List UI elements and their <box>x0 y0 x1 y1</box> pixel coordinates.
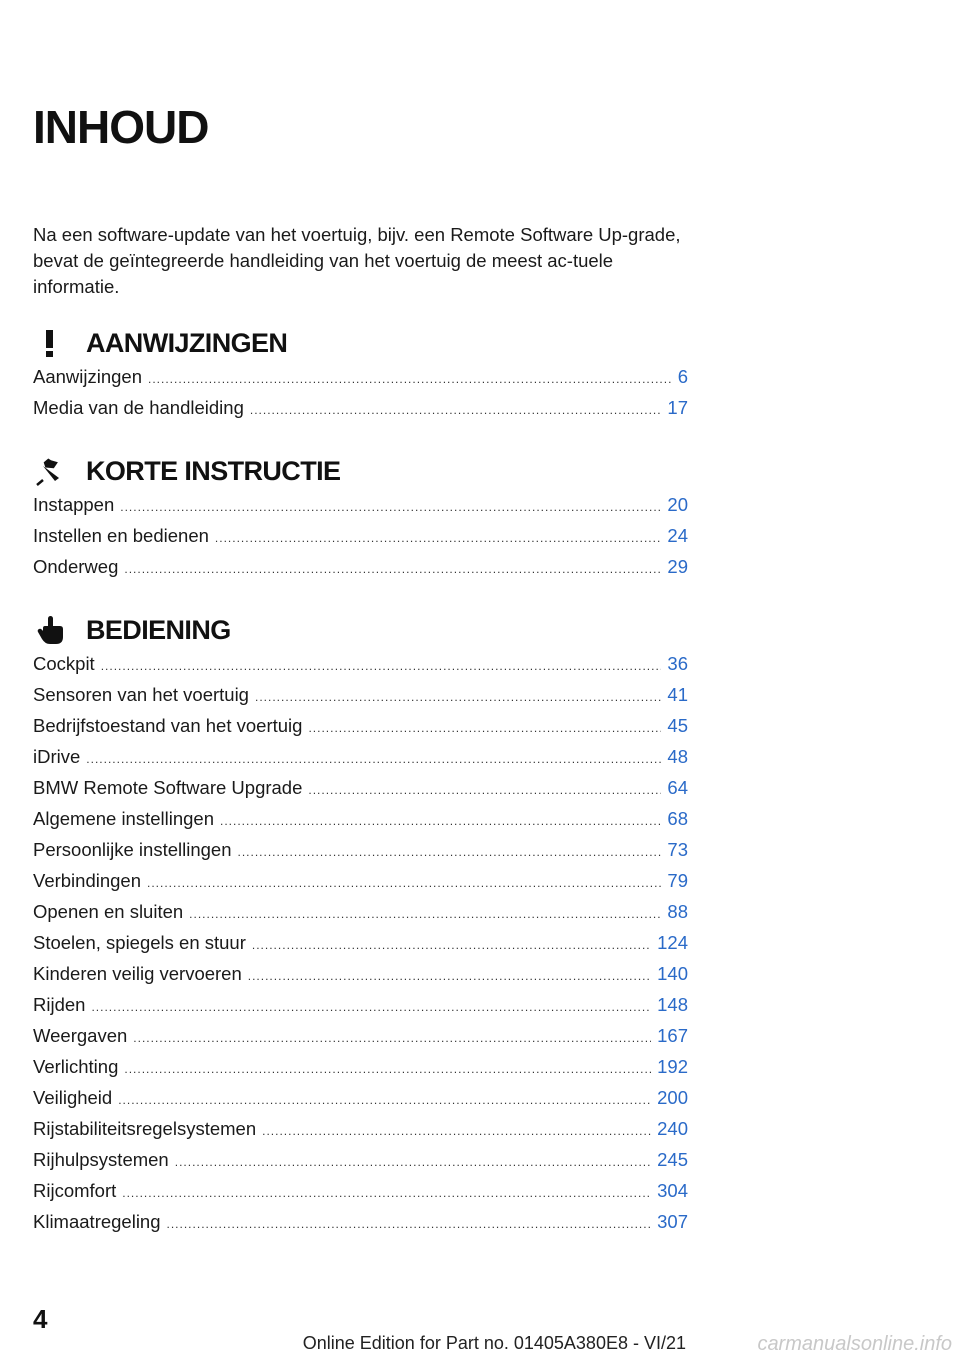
toc-item-aanwijzingen[interactable] <box>33 366 688 397</box>
intro-text: Na een software-update van het voertuig, bijv. een Remote Software Up-grade, bevat de geïntegreerde handleiding van het voertuig de meest ac-tuele informatie. <box>33 224 681 297</box>
toc-label: Weergaven <box>33 1025 128 1046</box>
toc-item[interactable] <box>33 1211 688 1242</box>
toc-page-link[interactable]: 167 <box>657 1025 688 1046</box>
toc-item[interactable] <box>33 932 688 963</box>
toc-label: Rijcomfort <box>33 1180 117 1201</box>
toc-item[interactable] <box>33 839 688 870</box>
toc-leader <box>124 1062 651 1076</box>
toc-item-onderweg[interactable] <box>33 556 688 587</box>
toc-item[interactable] <box>33 1180 688 1211</box>
footer-edition: Online Edition for Part no. 01405A380E8 - VI/21 <box>302 1333 686 1353</box>
toc-label: Rijstabiliteitsregelsystemen <box>33 1118 257 1139</box>
section-header <box>33 452 688 492</box>
toc-item[interactable] <box>33 1025 688 1056</box>
toc-page-link[interactable]: 124 <box>657 932 688 953</box>
toc-leader <box>262 1124 651 1138</box>
toc-label: Verbindingen <box>33 870 142 891</box>
toc-item[interactable] <box>33 1118 688 1149</box>
toc-leader <box>122 1186 651 1200</box>
toc-leader <box>133 1031 651 1045</box>
toc-label: Bedrijfstoestand van het voertuig <box>33 715 303 736</box>
toc-leader <box>167 1217 652 1231</box>
toc-label: Cockpit <box>33 653 95 674</box>
toc-page-link[interactable]: 41 <box>667 684 688 705</box>
toc-label: iDrive <box>33 746 81 767</box>
section-title: KORTE INSTRUCTIE <box>86 456 341 486</box>
toc-page-link[interactable]: 45 <box>667 715 688 736</box>
toc-label: Instappen <box>33 494 115 515</box>
section-header <box>33 611 688 651</box>
toc-page-link[interactable]: 29 <box>667 556 688 577</box>
toc-label: Aanwijzingen <box>33 366 143 387</box>
toc-item-instappen[interactable] <box>33 494 688 525</box>
pointing-hand-icon <box>33 615 69 645</box>
toc-leader <box>237 845 661 859</box>
toc-item[interactable] <box>33 963 688 994</box>
toc-leader <box>118 1093 651 1107</box>
toc-page-link[interactable]: 200 <box>657 1087 688 1108</box>
section-korte-instructie <box>33 452 688 587</box>
toc-leader <box>124 562 661 576</box>
toc-leader <box>120 500 661 514</box>
toc-label: Klimaatregeling <box>33 1211 161 1232</box>
toc-item[interactable] <box>33 653 688 684</box>
toc-page-link[interactable]: 20 <box>667 494 688 515</box>
toc-leader <box>220 814 661 828</box>
toc-item[interactable] <box>33 746 688 777</box>
toc-page-link[interactable]: 240 <box>657 1118 688 1139</box>
toc-page-link[interactable]: 140 <box>657 963 688 984</box>
toc-page-link[interactable]: 68 <box>667 808 688 829</box>
page-title: INHOUD <box>33 101 209 153</box>
toc-page-link[interactable]: 307 <box>657 1211 688 1232</box>
toc-label: Veiligheid <box>33 1087 113 1108</box>
toc-leader <box>86 752 661 766</box>
toc-leader <box>308 721 661 735</box>
toc-page-link[interactable]: 17 <box>667 397 688 418</box>
toc-item[interactable] <box>33 870 688 901</box>
toc-leader <box>255 690 661 704</box>
toc-item[interactable] <box>33 777 688 808</box>
watermark: carmanualsonline.info <box>757 1333 952 1355</box>
page-number: 4 <box>33 1304 48 1334</box>
toc-leader <box>101 659 662 673</box>
toc-page-link[interactable]: 88 <box>667 901 688 922</box>
toc-label: Media van de handleiding <box>33 397 244 418</box>
toc-label: Stoelen, spiegels en stuur <box>33 932 246 953</box>
toc-label: BMW Remote Software Upgrade <box>33 777 303 798</box>
toc-item[interactable] <box>33 1056 688 1087</box>
toc-page-link[interactable]: 73 <box>667 839 688 860</box>
toc-page-link[interactable]: 304 <box>657 1180 688 1201</box>
toc-item[interactable] <box>33 1087 688 1118</box>
toc-leader <box>91 1000 651 1014</box>
toc-label: Rijhulpsystemen <box>33 1149 169 1170</box>
toc-leader <box>215 531 662 545</box>
section-bediening <box>33 611 688 1242</box>
section-title: AANWIJZINGEN <box>86 328 288 358</box>
toc-leader <box>148 372 672 386</box>
toc-page-link[interactable]: 64 <box>667 777 688 798</box>
toc-item-instellen[interactable] <box>33 525 688 556</box>
toc-page-link[interactable]: 24 <box>667 525 688 546</box>
toc-page-link[interactable]: 6 <box>677 366 688 387</box>
toc-item[interactable] <box>33 684 688 715</box>
toc-label: Algemene instellingen <box>33 808 215 829</box>
toc-label: Persoonlijke instellingen <box>33 839 232 860</box>
toc-leader <box>252 938 651 952</box>
toc-label: Verlichting <box>33 1056 119 1077</box>
toc-item[interactable] <box>33 901 688 932</box>
section-title: BEDIENING <box>86 615 231 645</box>
toc-item[interactable] <box>33 715 688 746</box>
section-aanwijzingen <box>33 324 688 428</box>
toc-leader <box>175 1155 651 1169</box>
section-header <box>33 324 688 364</box>
toc-label: Kinderen veilig vervoeren <box>33 963 242 984</box>
toc-page-link[interactable]: 245 <box>657 1149 688 1170</box>
toc-leader <box>189 907 661 921</box>
toc-leader <box>250 403 662 417</box>
toc-label: Instellen en bedienen <box>33 525 209 546</box>
toc-item[interactable] <box>33 1149 688 1180</box>
toc-page-link[interactable]: 192 <box>657 1056 688 1077</box>
toc-item-media[interactable] <box>33 397 688 428</box>
toc-item[interactable] <box>33 994 688 1025</box>
toc-page-link[interactable]: 148 <box>657 994 688 1015</box>
toc-label: Rijden <box>33 994 86 1015</box>
toc-label: Sensoren van het voertuig <box>33 684 249 705</box>
toc-leader <box>147 876 661 890</box>
toc-label: Onderweg <box>33 556 119 577</box>
toc-item[interactable] <box>33 808 688 839</box>
toc-page-link[interactable]: 79 <box>667 870 688 891</box>
toc-leader <box>248 969 651 983</box>
toc-label: Openen en sluiten <box>33 901 184 922</box>
toc-page-link[interactable]: 36 <box>667 653 688 674</box>
toc-page-link[interactable]: 48 <box>667 746 688 767</box>
exclamation-icon <box>33 328 69 358</box>
toc-leader <box>308 783 661 797</box>
pushpin-icon <box>33 456 69 486</box>
